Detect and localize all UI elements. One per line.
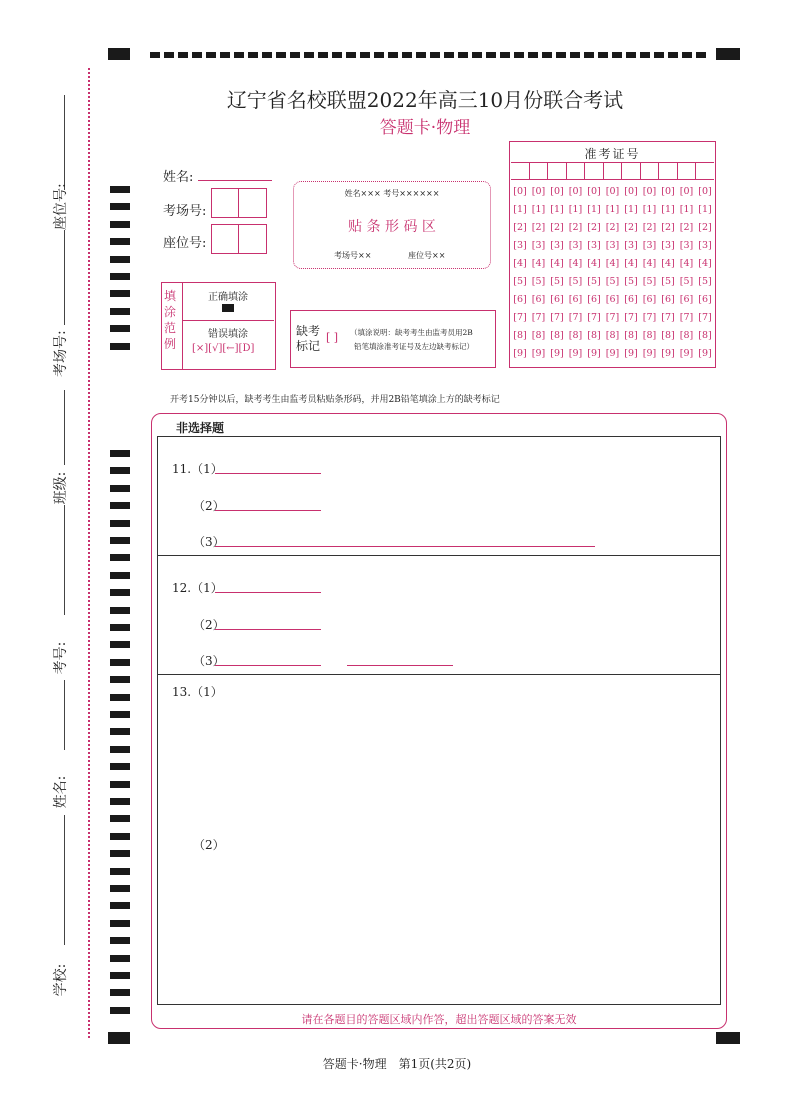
- ticket-digit-bubble[interactable]: [1]: [642, 204, 657, 215]
- ticket-digit-bubble[interactable]: [6]: [568, 294, 583, 305]
- ticket-digit-bubble[interactable]: [0]: [587, 186, 601, 197]
- ticket-digit-bubble[interactable]: [2]: [698, 222, 712, 233]
- ticket-digit-bubble[interactable]: [8]: [587, 330, 601, 341]
- ticket-digit-bubble[interactable]: [2]: [531, 222, 546, 233]
- ticket-digit-bubble[interactable]: [0]: [550, 186, 564, 197]
- ticket-digit-bubble[interactable]: [1]: [568, 204, 583, 215]
- ticket-digit-input[interactable]: [511, 162, 529, 180]
- ticket-digit-bubble[interactable]: [7]: [661, 312, 675, 323]
- ticket-digit-bubble[interactable]: [2]: [624, 222, 638, 233]
- ticket-digit-bubble[interactable]: [6]: [642, 294, 657, 305]
- timing-mark: [110, 659, 130, 666]
- ticket-digit-bubble[interactable]: [9]: [587, 348, 601, 359]
- binding-line: [88, 68, 90, 1038]
- divider: [182, 282, 183, 369]
- ticket-digit-bubble[interactable]: [2]: [661, 222, 675, 233]
- timing-mark: [110, 221, 130, 228]
- ticket-digit-bubble[interactable]: [3]: [605, 240, 620, 251]
- timing-mark: [654, 52, 664, 58]
- barcode-label: 贴 条 形 码 区: [348, 219, 436, 235]
- ticket-digit-bubble[interactable]: [6]: [513, 294, 527, 305]
- ticket-digit-bubble[interactable]: [0]: [531, 186, 546, 197]
- corner-mark-bottom-left: [108, 1032, 130, 1044]
- ticket-digit-bubble[interactable]: [6]: [679, 294, 694, 305]
- ticket-digit-bubble[interactable]: [4]: [531, 258, 546, 269]
- ticket-digit-bubble[interactable]: [4]: [661, 258, 675, 269]
- timing-mark: [444, 52, 454, 58]
- divider: [157, 674, 720, 675]
- q13-2-label: （2）: [193, 838, 225, 852]
- ticket-digit-bubble[interactable]: [3]: [679, 240, 694, 251]
- timing-mark: [110, 955, 130, 962]
- ticket-digit-bubble[interactable]: [1]: [531, 204, 546, 215]
- timing-mark: [110, 885, 130, 892]
- timing-mark: [110, 989, 130, 996]
- ticket-digit-bubble[interactable]: [7]: [698, 312, 712, 323]
- timing-mark: [110, 728, 130, 735]
- ticket-digit-bubble[interactable]: [2]: [568, 222, 583, 233]
- q12-label: 12.（1）: [172, 581, 223, 595]
- ticket-digit-bubble[interactable]: [9]: [661, 348, 675, 359]
- timing-mark: [110, 833, 130, 840]
- timing-mark: [682, 52, 692, 58]
- ticket-digit-bubble[interactable]: [9]: [642, 348, 657, 359]
- ticket-digit-bubble[interactable]: [3]: [550, 240, 564, 251]
- ticket-digit-row: [511, 258, 714, 269]
- ticket-digit-bubble[interactable]: [6]: [605, 294, 620, 305]
- q11-2-label: （2）: [193, 499, 225, 513]
- side-line: [64, 505, 65, 615]
- ticket-digit-row: [511, 276, 714, 287]
- ticket-digit-bubble[interactable]: [8]: [679, 330, 694, 341]
- q11-3-answer-line[interactable]: [215, 546, 595, 547]
- timing-mark: [276, 52, 286, 58]
- timing-mark: [332, 52, 342, 58]
- timing-mark: [110, 781, 130, 788]
- ticket-input-row: [511, 162, 714, 180]
- timing-mark: [640, 52, 650, 58]
- timing-mark: [110, 763, 130, 770]
- q12-3-label: （3）: [193, 654, 225, 668]
- ticket-digit-bubble[interactable]: [5]: [679, 276, 694, 287]
- timing-mark: [458, 52, 468, 58]
- page-subtitle: 答题卡·物理: [379, 118, 471, 138]
- timing-mark: [110, 641, 130, 648]
- absent-label: 缺考标记: [296, 324, 321, 353]
- timing-mark: [110, 467, 130, 474]
- ticket-digit-bubble[interactable]: [9]: [605, 348, 620, 359]
- side-label-name: 姓名:: [53, 775, 69, 809]
- ticket-digit-row: [511, 294, 714, 305]
- timing-mark: [110, 572, 130, 579]
- page-title: 辽宁省名校联盟2022年高三10月份联合考试: [226, 88, 624, 112]
- ticket-digit-bubble[interactable]: [5]: [568, 276, 583, 287]
- side-line: [64, 815, 65, 945]
- timing-mark: [110, 607, 130, 614]
- divider: [238, 188, 239, 218]
- ticket-digit-bubble[interactable]: [7]: [550, 312, 564, 323]
- timing-mark: [110, 450, 130, 457]
- ticket-digit-bubble[interactable]: [7]: [679, 312, 694, 323]
- ticket-digit-bubble[interactable]: [5]: [624, 276, 638, 287]
- timing-mark: [542, 52, 552, 58]
- side-label-school: 学校:: [53, 963, 69, 997]
- ticket-digit-bubble[interactable]: [5]: [605, 276, 620, 287]
- timing-mark: [192, 52, 202, 58]
- ticket-digit-row: [511, 204, 714, 215]
- ticket-digit-row: [511, 312, 714, 323]
- timing-mark: [514, 52, 524, 58]
- timing-mark: [304, 52, 314, 58]
- timing-mark: [110, 325, 130, 332]
- timing-mark: [110, 308, 130, 315]
- timing-mark: [262, 52, 272, 58]
- ticket-heading: 准考证号: [584, 147, 641, 161]
- side-line: [64, 95, 65, 190]
- wrong-fill-label: 错误填涂: [208, 329, 248, 340]
- timing-mark: [110, 273, 130, 280]
- notice-text: 开考15分钟以后，缺考考生由监考员粘贴条形码，并用2B铅笔填涂上方的缺考标记: [170, 395, 500, 405]
- timing-mark: [110, 711, 130, 718]
- q11-2-answer-line[interactable]: [215, 510, 321, 511]
- ticket-digit-bubble[interactable]: [4]: [624, 258, 638, 269]
- timing-mark: [110, 256, 130, 263]
- ticket-digit-bubble[interactable]: [5]: [587, 276, 601, 287]
- ticket-digit-bubble[interactable]: [2]: [550, 222, 564, 233]
- ticket-digit-bubble[interactable]: [7]: [531, 312, 546, 323]
- timing-mark: [110, 589, 130, 596]
- ticket-digit-row: [511, 330, 714, 341]
- side-line: [64, 230, 65, 325]
- q12-3b-answer-line[interactable]: [347, 665, 453, 666]
- ticket-digit-bubble[interactable]: [8]: [698, 330, 712, 341]
- timing-mark: [388, 52, 398, 58]
- ticket-digit-bubble[interactable]: [4]: [642, 258, 657, 269]
- timing-mark: [472, 52, 482, 58]
- ticket-digit-input[interactable]: [566, 162, 585, 180]
- wrong-fill-marks: [×][√][←][D]: [192, 343, 255, 354]
- ticket-digit-input[interactable]: [584, 162, 603, 180]
- ticket-digit-bubble[interactable]: [7]: [513, 312, 527, 323]
- ticket-digit-bubble[interactable]: [7]: [587, 312, 601, 323]
- timing-mark: [110, 1007, 130, 1014]
- timing-mark: [360, 52, 370, 58]
- ticket-digit-input[interactable]: [658, 162, 677, 180]
- timing-mark: [110, 972, 130, 979]
- barcode-seat: 座位号××: [408, 251, 446, 260]
- ticket-digit-bubble[interactable]: [2]: [587, 222, 601, 233]
- q13-label: 13.（1）: [172, 685, 223, 699]
- ticket-digit-bubble[interactable]: [7]: [568, 312, 583, 323]
- timing-mark: [110, 676, 130, 683]
- timing-mark: [570, 52, 580, 58]
- timing-mark: [110, 920, 130, 927]
- name-field[interactable]: [198, 180, 272, 181]
- barcode-top-line: 姓名××× 考号××××××: [344, 189, 440, 198]
- ticket-digit-bubble[interactable]: [4]: [698, 258, 712, 269]
- room-label: 考场号:: [163, 204, 207, 219]
- timing-mark: [598, 52, 608, 58]
- timing-mark: [374, 52, 384, 58]
- ticket-digit-bubble[interactable]: [5]: [642, 276, 657, 287]
- ticket-digit-bubble[interactable]: [5]: [513, 276, 527, 287]
- ticket-digit-input[interactable]: [640, 162, 659, 180]
- correct-fill-label: 正确填涂: [208, 292, 248, 303]
- answer-inner: [157, 436, 721, 1005]
- timing-mark: [110, 694, 130, 701]
- corner-mark-bottom-right: [716, 1032, 740, 1044]
- timing-mark: [110, 815, 130, 822]
- timing-mark: [110, 554, 130, 561]
- timing-mark: [528, 52, 538, 58]
- ticket-digit-bubble[interactable]: [1]: [513, 204, 527, 215]
- bottom-warning: 请在各题目的答题区域内作答，超出答题区域的答案无效: [301, 1013, 577, 1026]
- timing-mark: [668, 52, 678, 58]
- ticket-digit-bubble[interactable]: [8]: [550, 330, 564, 341]
- timing-mark: [110, 203, 130, 210]
- timing-mark: [318, 52, 328, 58]
- ticket-digit-bubble[interactable]: [7]: [642, 312, 657, 323]
- ticket-digit-bubble[interactable]: [2]: [513, 222, 527, 233]
- ticket-digit-bubble[interactable]: [4]: [605, 258, 620, 269]
- ticket-digit-row: [511, 186, 714, 197]
- side-label-room: 考场号:: [53, 330, 69, 377]
- ticket-digit-bubble[interactable]: [8]: [605, 330, 620, 341]
- ticket-digit-bubble[interactable]: [6]: [624, 294, 638, 305]
- ticket-digit-bubble[interactable]: [0]: [698, 186, 712, 197]
- ticket-digit-bubble[interactable]: [0]: [568, 186, 583, 197]
- absent-checkbox[interactable]: [ ]: [326, 331, 339, 344]
- side-line: [64, 390, 65, 465]
- page-footer: 答题卡·物理 第1页(共2页): [322, 1057, 472, 1071]
- ticket-digit-bubble[interactable]: [3]: [661, 240, 675, 251]
- side-label-class: 班级:: [53, 471, 69, 505]
- ticket-digit-bubble[interactable]: [0]: [513, 186, 527, 197]
- ticket-digit-bubble[interactable]: [3]: [624, 240, 638, 251]
- ticket-digit-bubble[interactable]: [9]: [513, 348, 527, 359]
- timing-mark: [110, 868, 130, 875]
- ticket-digit-row: [511, 240, 714, 251]
- side-label-seat: 座位号:: [53, 183, 69, 230]
- q12-2-answer-line[interactable]: [215, 629, 321, 630]
- timing-mark: [164, 52, 174, 58]
- ticket-digit-bubble[interactable]: [6]: [587, 294, 601, 305]
- absent-note-2: 铅笔填涂准考证号及左边缺考标记）: [354, 342, 474, 351]
- ticket-digit-bubble[interactable]: [4]: [513, 258, 527, 269]
- ticket-digit-bubble[interactable]: [2]: [642, 222, 657, 233]
- timing-mark: [626, 52, 636, 58]
- ticket-digit-bubble[interactable]: [8]: [661, 330, 675, 341]
- fill-example-side-label: 填涂范例: [164, 289, 177, 351]
- timing-mark: [556, 52, 566, 58]
- corner-mark-top-right: [716, 48, 740, 60]
- timing-mark: [110, 485, 130, 492]
- ticket-digit-bubble[interactable]: [8]: [642, 330, 657, 341]
- timing-mark: [416, 52, 426, 58]
- ticket-digit-bubble[interactable]: [4]: [679, 258, 694, 269]
- ticket-digit-bubble[interactable]: [5]: [661, 276, 675, 287]
- timing-mark: [110, 238, 130, 245]
- timing-mark: [486, 52, 496, 58]
- ticket-digit-bubble[interactable]: [0]: [624, 186, 638, 197]
- ticket-digit-input[interactable]: [621, 162, 640, 180]
- side-line: [64, 680, 65, 750]
- ticket-digit-bubble[interactable]: [6]: [698, 294, 712, 305]
- ticket-digit-bubble[interactable]: [9]: [698, 348, 712, 359]
- ticket-digit-bubble[interactable]: [1]: [661, 204, 675, 215]
- q12-1-answer-line[interactable]: [215, 592, 321, 593]
- ticket-digit-bubble[interactable]: [2]: [679, 222, 694, 233]
- ticket-digit-bubble[interactable]: [4]: [587, 258, 601, 269]
- ticket-digit-bubble[interactable]: [3]: [568, 240, 583, 251]
- timing-mark: [612, 52, 622, 58]
- ticket-digit-input[interactable]: [547, 162, 566, 180]
- ticket-digit-bubble[interactable]: [3]: [642, 240, 657, 251]
- side-label-examno: 考号:: [53, 641, 69, 675]
- name-label: 姓名:: [163, 170, 194, 185]
- timing-mark: [584, 52, 594, 58]
- ticket-digit-bubble[interactable]: [3]: [513, 240, 527, 251]
- q11-label: 11.（1）: [172, 462, 223, 476]
- timing-mark: [150, 52, 160, 58]
- timing-mark: [290, 52, 300, 58]
- ticket-digit-bubble[interactable]: [8]: [624, 330, 638, 341]
- timing-mark: [110, 798, 130, 805]
- ticket-digit-bubble[interactable]: [9]: [624, 348, 638, 359]
- room-field[interactable]: [211, 188, 267, 218]
- ticket-digit-bubble[interactable]: [1]: [550, 204, 564, 215]
- divider: [238, 224, 239, 254]
- ticket-digit-bubble[interactable]: [4]: [550, 258, 564, 269]
- q11-3-label: （3）: [193, 535, 225, 549]
- barcode-room: 考场号××: [334, 251, 372, 260]
- divider: [157, 555, 720, 556]
- ticket-digit-bubble[interactable]: [5]: [698, 276, 712, 287]
- timing-mark: [110, 502, 130, 509]
- timing-mark: [110, 937, 130, 944]
- ticket-digit-bubble[interactable]: [9]: [679, 348, 694, 359]
- seat-label: 座位号:: [163, 236, 207, 251]
- ticket-digit-bubble[interactable]: [9]: [550, 348, 564, 359]
- correct-fill-mark: [222, 304, 234, 312]
- divider: [182, 320, 274, 321]
- barcode-area: [293, 181, 491, 269]
- timing-mark: [234, 52, 244, 58]
- timing-mark: [430, 52, 440, 58]
- ticket-digit-bubble[interactable]: [8]: [568, 330, 583, 341]
- ticket-digit-bubble[interactable]: [1]: [624, 204, 638, 215]
- timing-mark: [110, 186, 130, 193]
- timing-mark: [206, 52, 216, 58]
- ticket-digit-bubble[interactable]: [1]: [679, 204, 694, 215]
- ticket-digit-bubble[interactable]: [1]: [605, 204, 620, 215]
- q12-2-label: （2）: [193, 618, 225, 632]
- timing-mark: [110, 537, 130, 544]
- ticket-digit-input[interactable]: [677, 162, 696, 180]
- timing-mark: [248, 52, 258, 58]
- timing-mark: [110, 746, 130, 753]
- timing-mark: [500, 52, 510, 58]
- ticket-digit-bubble[interactable]: [9]: [568, 348, 583, 359]
- ticket-digit-bubble[interactable]: [2]: [605, 222, 620, 233]
- timing-mark: [178, 52, 188, 58]
- seat-field[interactable]: [211, 224, 267, 254]
- q12-3a-answer-line[interactable]: [215, 665, 321, 666]
- timing-mark: [110, 850, 130, 857]
- timing-mark: [110, 343, 130, 350]
- ticket-digit-bubble[interactable]: [5]: [550, 276, 564, 287]
- corner-mark-top-left: [108, 48, 130, 60]
- ticket-digit-bubble[interactable]: [5]: [531, 276, 546, 287]
- ticket-digit-bubble[interactable]: [1]: [698, 204, 712, 215]
- ticket-digit-bubble[interactable]: [3]: [698, 240, 712, 251]
- ticket-digit-bubble[interactable]: [6]: [550, 294, 564, 305]
- ticket-digit-bubble[interactable]: [0]: [642, 186, 657, 197]
- ticket-digit-row: [511, 222, 714, 233]
- timing-mark: [110, 902, 130, 909]
- ticket-digit-input[interactable]: [603, 162, 622, 180]
- absent-note-1: （填涂说明：缺考考生由监考员用2B: [350, 328, 473, 337]
- timing-mark: [696, 52, 706, 58]
- ticket-digit-bubble[interactable]: [7]: [605, 312, 620, 323]
- ticket-digit-bubble[interactable]: [9]: [531, 348, 546, 359]
- ticket-digit-bubble[interactable]: [6]: [661, 294, 675, 305]
- section-title: 非选择题: [176, 421, 225, 435]
- timing-mark: [110, 290, 130, 297]
- ticket-digit-bubble[interactable]: [3]: [587, 240, 601, 251]
- ticket-digit-input[interactable]: [695, 162, 714, 180]
- ticket-digit-bubble[interactable]: [8]: [531, 330, 546, 341]
- ticket-digit-bubble[interactable]: [1]: [587, 204, 601, 215]
- timing-mark: [220, 52, 230, 58]
- ticket-digit-bubble[interactable]: [6]: [531, 294, 546, 305]
- ticket-digit-bubble[interactable]: [0]: [605, 186, 620, 197]
- ticket-digit-bubble[interactable]: [4]: [568, 258, 583, 269]
- ticket-digit-bubble[interactable]: [8]: [513, 330, 527, 341]
- ticket-digit-bubble[interactable]: [7]: [624, 312, 638, 323]
- q11-1-answer-line[interactable]: [215, 473, 321, 474]
- ticket-digit-bubble[interactable]: [3]: [531, 240, 546, 251]
- ticket-digit-bubble[interactable]: [0]: [679, 186, 694, 197]
- timing-mark: [402, 52, 412, 58]
- ticket-digit-bubble[interactable]: [0]: [661, 186, 675, 197]
- ticket-digit-row: [511, 348, 714, 359]
- timing-mark: [110, 624, 130, 631]
- timing-mark: [110, 520, 130, 527]
- ticket-digit-input[interactable]: [529, 162, 548, 180]
- timing-mark: [346, 52, 356, 58]
